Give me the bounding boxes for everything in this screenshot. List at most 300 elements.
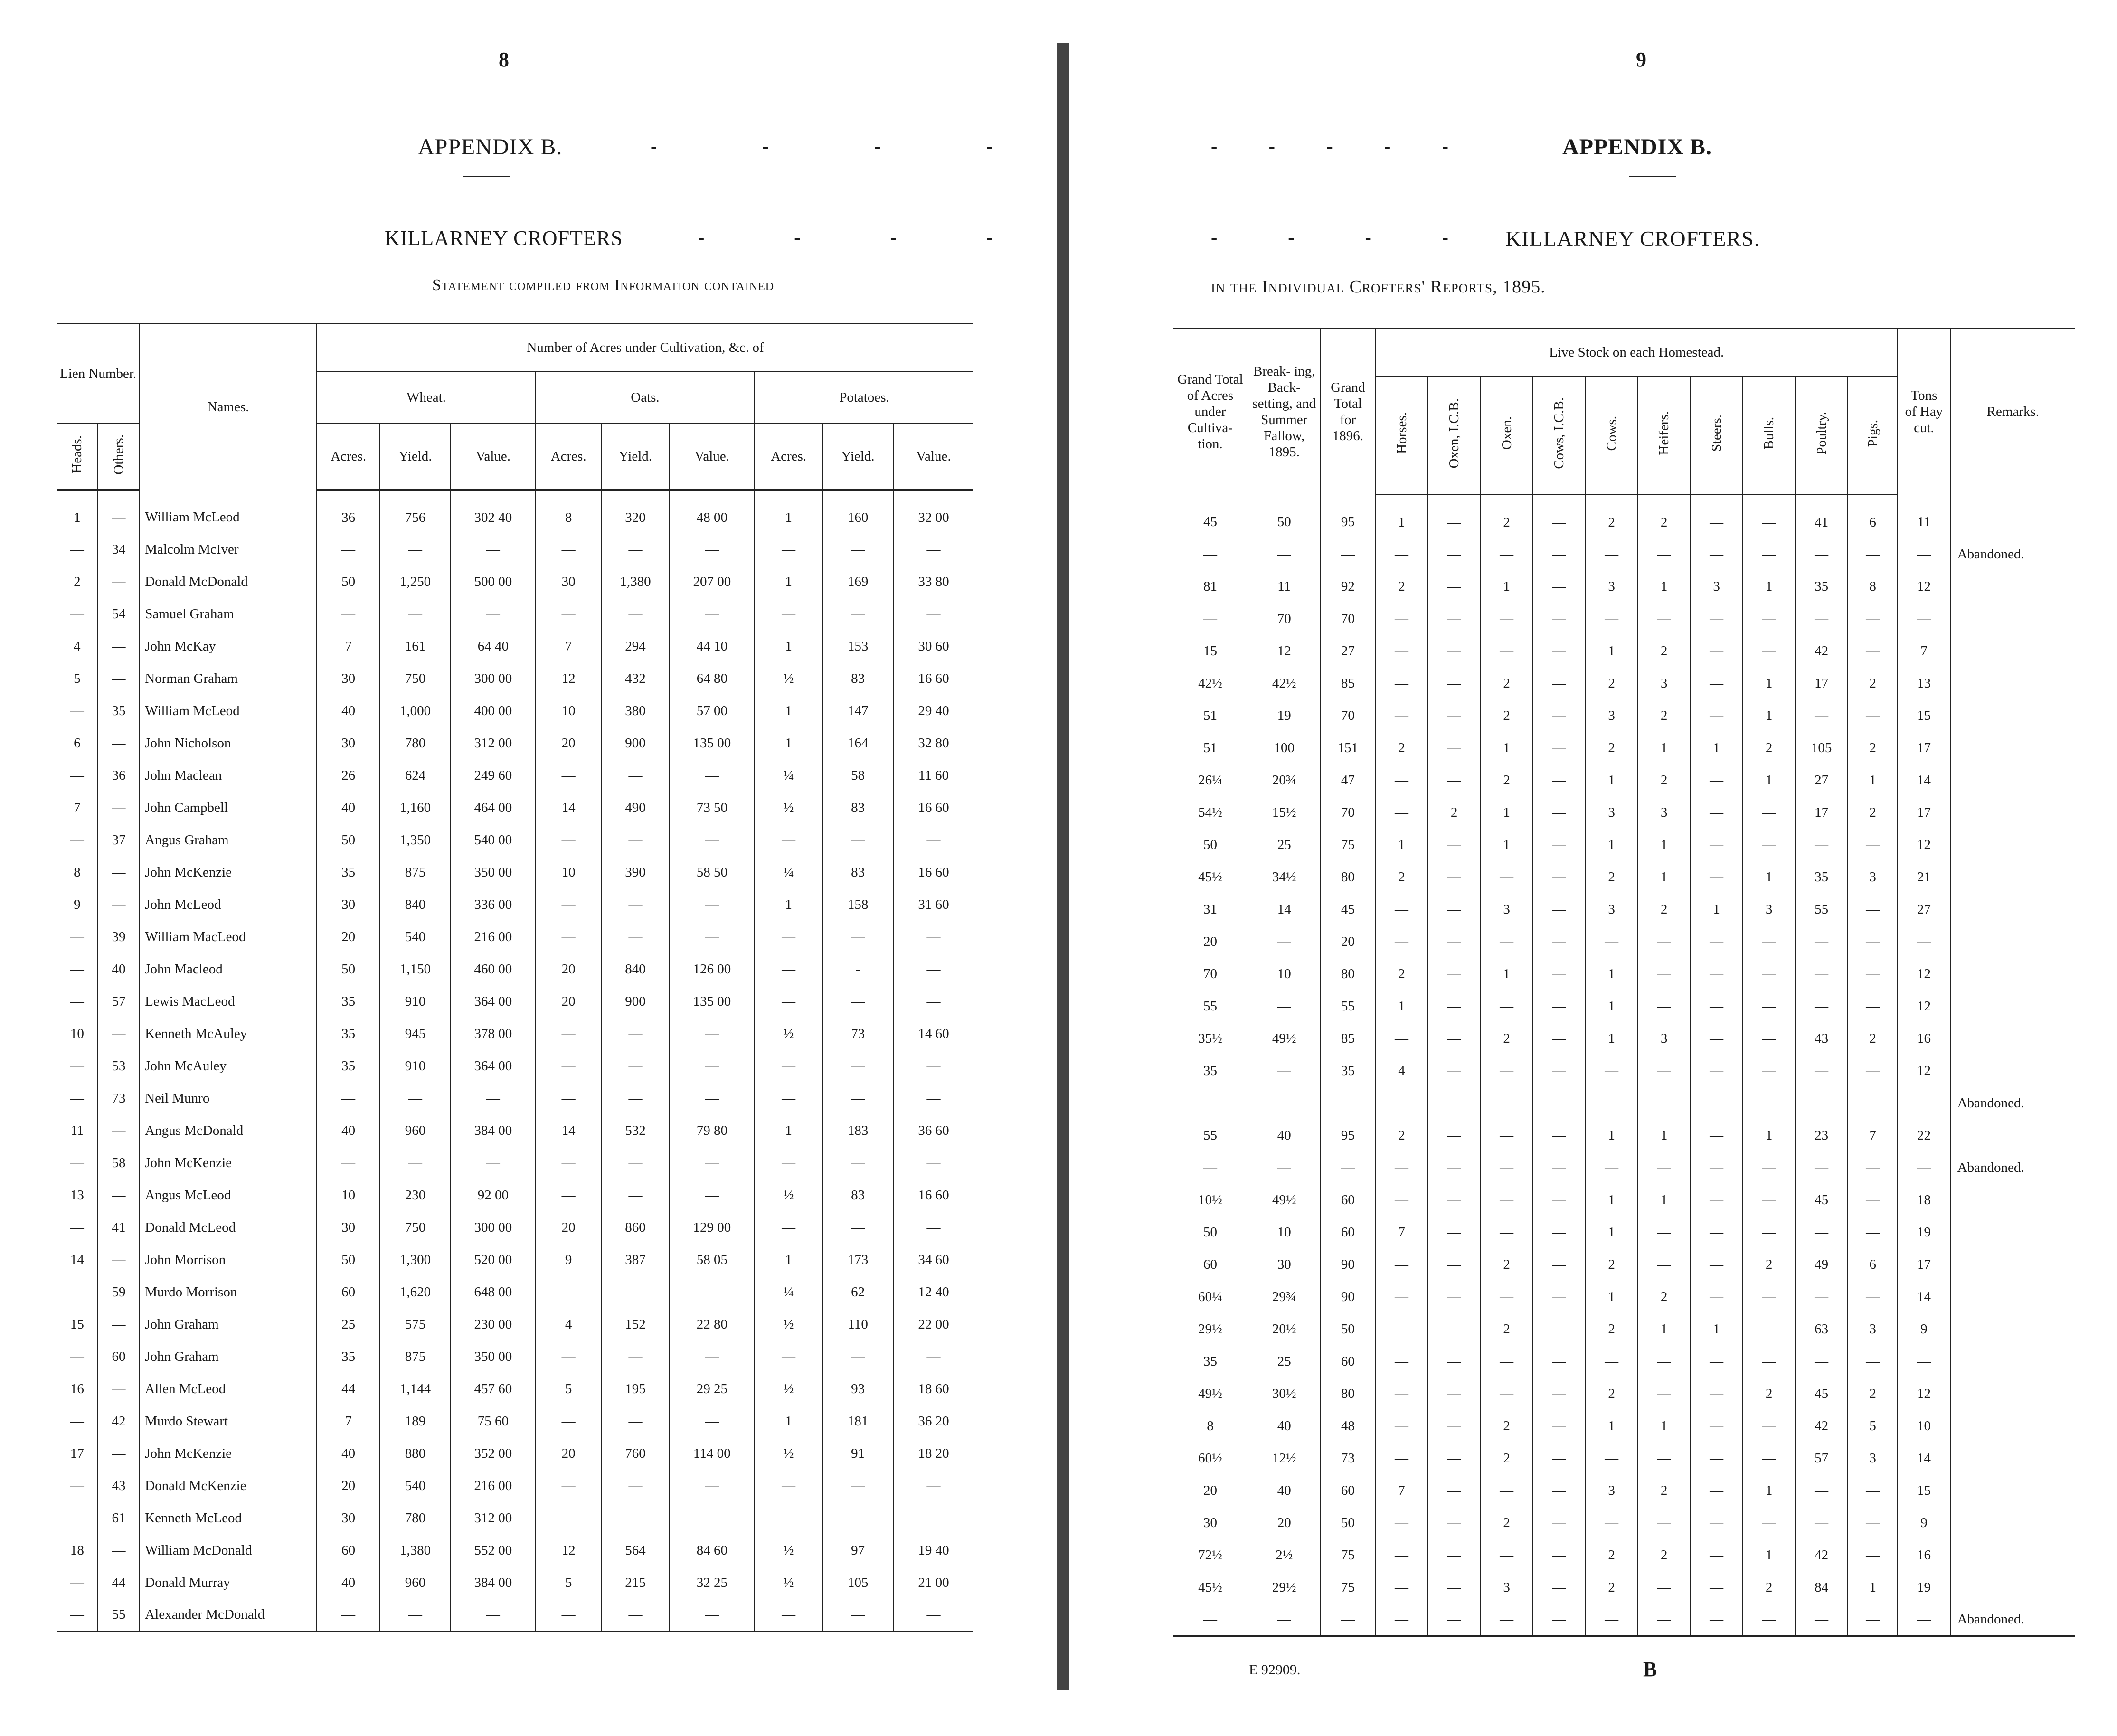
potatoes-value-cell: 18 20 — [893, 1438, 973, 1470]
wheat-acres-cell: 36 — [317, 490, 380, 534]
potatoes-yield-cell: 83 — [822, 792, 893, 824]
oats-yield-cell: 900 — [601, 727, 669, 760]
hay-cell: 16 — [1898, 1539, 1950, 1572]
horses-cell: 1 — [1375, 991, 1428, 1023]
potatoes-acres-cell: ¼ — [755, 1276, 822, 1309]
grand-total-1896-cell: 47 — [1321, 764, 1376, 797]
cows-icb-cell: — — [1533, 700, 1586, 732]
horses-cell: 2 — [1375, 571, 1428, 603]
oxen-icb-cell: — — [1428, 764, 1481, 797]
horses-cell: — — [1375, 926, 1428, 958]
grand-total-1896-cell: 75 — [1321, 1539, 1376, 1572]
wheat-value-cell: 540 00 — [451, 824, 536, 857]
oats-acres-cell: — — [536, 1599, 601, 1632]
steers-cell: — — [1690, 1249, 1743, 1281]
grand-total-1896-cell: 70 — [1321, 797, 1376, 829]
remarks-cell — [1950, 1120, 2075, 1152]
bulls-cell: 1 — [1743, 571, 1796, 603]
heads-cell: — — [70, 1414, 84, 1429]
table-row — [1173, 764, 2075, 797]
table-row — [1173, 958, 2075, 991]
wheat-acres-cell: 44 — [317, 1373, 380, 1406]
title-dots: - - - - — [1211, 226, 1448, 248]
potatoes-acres-cell: 1 — [755, 727, 822, 760]
breaking-cell: — — [1248, 1055, 1321, 1087]
table-row — [57, 1083, 973, 1115]
grand-total-acres-cell: 60½ — [1198, 1451, 1222, 1466]
heads-cell: 18 — [70, 1543, 84, 1558]
right-table-body — [1173, 495, 2075, 1636]
steers-cell: — — [1690, 1281, 1743, 1313]
oats-yield-cell: 215 — [601, 1567, 669, 1599]
steers-cell: — — [1690, 1023, 1743, 1055]
name-cell: William McDonald — [140, 1535, 317, 1567]
oats-acres-cell: 20 — [536, 1212, 601, 1244]
heading-rule — [1629, 176, 1676, 177]
steers-cell: — — [1690, 1539, 1743, 1572]
others-cell: 58 — [98, 1147, 140, 1179]
cows-icb-cell: — — [1533, 958, 1586, 991]
hay-cell: 19 — [1898, 1217, 1950, 1249]
oats-value-cell: — — [670, 1470, 755, 1502]
grand-total-acres-cell: 72½ — [1198, 1547, 1222, 1563]
oats-value-cell: 79 80 — [670, 1115, 755, 1147]
remarks-cell — [1950, 700, 2075, 732]
poultry-header: Poultry. — [1795, 376, 1848, 495]
grand-total-1896-cell: 50 — [1321, 1313, 1376, 1346]
potatoes-acres-cell: — — [755, 1147, 822, 1179]
others-cell: — — [98, 1244, 140, 1276]
wheat-yield-cell: — — [380, 534, 451, 566]
wheat-acres-cell: 40 — [317, 1438, 380, 1470]
grand-total-1896-cell: — — [1321, 538, 1376, 571]
wheat-acres-cell: 30 — [317, 889, 380, 921]
grand-total-acres-cell: 50 — [1203, 1225, 1217, 1240]
oats-yield-cell: — — [601, 921, 669, 953]
oxen-icb-cell: — — [1428, 1217, 1481, 1249]
hay-cell: 14 — [1898, 764, 1950, 797]
wheat-value-cell: 75 60 — [451, 1406, 536, 1438]
wheat-yield-cell: 945 — [380, 1018, 451, 1050]
hay-cell: 10 — [1898, 1410, 1950, 1443]
horses-cell: — — [1375, 700, 1428, 732]
oxen-cell: — — [1480, 1539, 1533, 1572]
wheat-value-cell: 648 00 — [451, 1276, 536, 1309]
table-row — [1173, 668, 2075, 700]
heifers-cell: 2 — [1638, 1539, 1691, 1572]
heifers-cell: 2 — [1638, 495, 1691, 538]
horses-cell: — — [1375, 894, 1428, 926]
heifers-cell: 2 — [1638, 700, 1691, 732]
wheat-acres-cell: 40 — [317, 1115, 380, 1147]
oats-yield-cell: 432 — [601, 663, 669, 695]
potatoes-acres-cell: ½ — [755, 1438, 822, 1470]
oats-value-cell: 29 25 — [670, 1373, 755, 1406]
wheat-acres-cell: — — [317, 1083, 380, 1115]
grand-total-acres-cell: 35 — [1203, 1354, 1217, 1369]
heads-cell: — — [57, 1599, 98, 1632]
heads-cell: — — [70, 1091, 84, 1106]
bulls-cell: — — [1743, 958, 1796, 991]
cows-icb-header: Cows, I.C.B. — [1533, 376, 1586, 495]
grand-total-acres-cell: — — [1203, 547, 1217, 562]
cows-icb-cell: — — [1533, 1604, 1586, 1636]
oxen-icb-cell: — — [1428, 1378, 1481, 1410]
oxen-icb-cell: — — [1428, 1055, 1481, 1087]
name-cell: John McLeod — [140, 889, 317, 921]
breaking-cell: 29¾ — [1248, 1281, 1321, 1313]
wheat-acres-cell: 60 — [317, 1535, 380, 1567]
cows-icb-cell: — — [1533, 571, 1586, 603]
hay-cell: — — [1898, 1604, 1950, 1636]
potatoes-yield-cell: 73 — [822, 1018, 893, 1050]
appendix-heading: APPENDIX B. — [1562, 134, 1712, 160]
poultry-cell: 105 — [1795, 732, 1848, 764]
breaking-cell: 25 — [1248, 829, 1321, 861]
cows-icb-cell: — — [1533, 764, 1586, 797]
cows-icb-cell: — — [1533, 861, 1586, 894]
breaking-cell: 14 — [1248, 894, 1321, 926]
potatoes-value-cell: — — [893, 1502, 973, 1535]
others-cell: — — [98, 1535, 140, 1567]
cows-cell: 1 — [1585, 1023, 1638, 1055]
remarks-cell — [1950, 829, 2075, 861]
table-row — [57, 1406, 973, 1438]
bulls-cell: — — [1743, 1023, 1796, 1055]
heifers-cell: — — [1638, 1443, 1691, 1475]
grand-total-acres-cell: 55 — [1203, 1128, 1217, 1143]
grand-total-acres-cell: 20 — [1203, 1483, 1217, 1498]
others-cell: — — [98, 566, 140, 598]
wheat-yield-cell: 875 — [380, 1341, 451, 1373]
oats-yield-cell: 532 — [601, 1115, 669, 1147]
wheat-acres-cell: 20 — [317, 921, 380, 953]
cows-cell: 1 — [1585, 1410, 1638, 1443]
heifers-cell: 2 — [1638, 635, 1691, 668]
potatoes-yield-cell: — — [822, 1212, 893, 1244]
oxen-icb-cell: — — [1428, 894, 1481, 926]
hay-cell: 17 — [1898, 1249, 1950, 1281]
others-cell: 55 — [98, 1599, 140, 1632]
potatoes-acres-cell: 1 — [755, 566, 822, 598]
oats-value-cell: — — [670, 1341, 755, 1373]
oxen-icb-cell: — — [1428, 668, 1481, 700]
remarks-cell — [1950, 1184, 2075, 1217]
table-row — [1173, 1572, 2075, 1604]
table-row — [1173, 1055, 2075, 1087]
hay-cell: 18 — [1898, 1184, 1950, 1217]
potatoes-acres-cell: 1 — [755, 1244, 822, 1276]
poultry-cell: — — [1795, 700, 1848, 732]
potatoes-acres-cell: ½ — [755, 1309, 822, 1341]
wheat-value-cell: — — [451, 598, 536, 631]
pigs-cell: — — [1848, 894, 1898, 926]
remarks-cell — [1950, 1249, 2075, 1281]
remarks-cell — [1950, 495, 2075, 538]
cows-cell: 1 — [1585, 1120, 1638, 1152]
oats-acres-cell: 14 — [536, 792, 601, 824]
table-row — [57, 695, 973, 727]
horses-cell: — — [1375, 1346, 1428, 1378]
pigs-cell: — — [1848, 1539, 1898, 1572]
hay-cell: 19 — [1898, 1572, 1950, 1604]
others-header: Others. — [98, 424, 140, 490]
table-row — [57, 1502, 973, 1535]
oats-yield-cell: — — [601, 824, 669, 857]
heifers-cell: 1 — [1638, 1410, 1691, 1443]
oxen-icb-cell: — — [1428, 1087, 1481, 1120]
heads-cell: — — [70, 703, 84, 718]
oxen-cell: 2 — [1480, 1023, 1533, 1055]
steers-cell: — — [1690, 829, 1743, 861]
oats-value-cell: 207 00 — [670, 566, 755, 598]
horses-cell: — — [1375, 1313, 1428, 1346]
hay-cell: 12 — [1898, 829, 1950, 861]
table-row — [1173, 1475, 2075, 1507]
hay-cell: 12 — [1898, 991, 1950, 1023]
cows-cell: 1 — [1585, 829, 1638, 861]
name-cell: Murdo Morrison — [140, 1276, 317, 1309]
heifers-cell: — — [1638, 926, 1691, 958]
grand-total-1896-cell: 48 — [1321, 1410, 1376, 1443]
cows-icb-cell: — — [1533, 1378, 1586, 1410]
pigs-cell: 6 — [1848, 495, 1898, 538]
cows-cell: 2 — [1585, 668, 1638, 700]
heifers-cell: — — [1638, 991, 1691, 1023]
horses-cell: — — [1375, 1604, 1428, 1636]
name-cell: John Morrison — [140, 1244, 317, 1276]
oxen-cell: 1 — [1480, 732, 1533, 764]
poultry-cell: 63 — [1795, 1313, 1848, 1346]
breaking-cell: — — [1248, 926, 1321, 958]
others-cell: 59 — [98, 1276, 140, 1309]
table-row — [57, 857, 973, 889]
table-row — [57, 921, 973, 953]
oats-value-cell: 58 05 — [670, 1244, 755, 1276]
table-row — [57, 598, 973, 631]
oats-yield-cell: — — [601, 1276, 669, 1309]
steers-cell: 1 — [1690, 732, 1743, 764]
oats-value-cell: — — [670, 1599, 755, 1632]
wheat-yield-cell: 1,250 — [380, 566, 451, 598]
cows-icb-cell: — — [1533, 495, 1586, 538]
potatoes-acres-cell: ½ — [755, 1567, 822, 1599]
pigs-cell: 2 — [1848, 797, 1898, 829]
potatoes-value-cell: — — [893, 1083, 973, 1115]
heading-dots: - - - - - — [1211, 135, 1448, 157]
poultry-cell: — — [1795, 991, 1848, 1023]
heads-cell: — — [70, 1575, 84, 1590]
others-cell: — — [98, 1018, 140, 1050]
grand-total-1896-cell: 20 — [1321, 926, 1376, 958]
heifers-cell: — — [1638, 1572, 1691, 1604]
wheat-yield-cell: 880 — [380, 1438, 451, 1470]
oats-acres-cell: — — [536, 1470, 601, 1502]
bulls-header: Bulls. — [1743, 376, 1796, 495]
potatoes-value-cell: 31 60 — [893, 889, 973, 921]
wheat-yield-cell: 960 — [380, 1567, 451, 1599]
heifers-cell: 1 — [1638, 571, 1691, 603]
wheat-yield-cell: 540 — [380, 1470, 451, 1502]
oats-acres-cell: 20 — [536, 1438, 601, 1470]
bulls-cell: — — [1743, 1410, 1796, 1443]
oxen-cell: 2 — [1480, 495, 1533, 538]
oats-value-cell: 135 00 — [670, 727, 755, 760]
breaking-cell: 50 — [1248, 495, 1321, 538]
poultry-cell: — — [1795, 1152, 1848, 1184]
table-row — [1173, 926, 2075, 958]
name-cell: Norman Graham — [140, 663, 317, 695]
wheat-acres-cell: 40 — [317, 1567, 380, 1599]
oxen-icb-cell: — — [1428, 1120, 1481, 1152]
potatoes-value-cell: 30 60 — [893, 631, 973, 663]
potatoes-acres-cell: — — [755, 986, 822, 1018]
poultry-cell: — — [1795, 958, 1848, 991]
poultry-cell: 17 — [1795, 668, 1848, 700]
wheat-acres-cell: 60 — [317, 1276, 380, 1309]
wheat-value-cell: — — [451, 1083, 536, 1115]
steers-cell: — — [1690, 1410, 1743, 1443]
hay-cell: 22 — [1898, 1120, 1950, 1152]
oats-yield-cell: 860 — [601, 1212, 669, 1244]
cows-icb-cell: — — [1533, 1346, 1586, 1378]
breaking-cell: 12½ — [1248, 1443, 1321, 1475]
names-header: Names. — [140, 324, 317, 490]
pigs-header: Pigs. — [1848, 376, 1898, 495]
potatoes-acres-cell: ½ — [755, 1535, 822, 1567]
horses-cell: — — [1375, 1507, 1428, 1539]
potatoes-acres-cell: — — [755, 824, 822, 857]
heading-rule — [463, 176, 510, 177]
steers-cell: — — [1690, 1120, 1743, 1152]
potatoes-yield-cell: — — [822, 534, 893, 566]
others-cell: — — [98, 1309, 140, 1341]
heifers-cell: — — [1638, 1152, 1691, 1184]
potatoes-value-cell: — — [893, 824, 973, 857]
potatoes-yield-cell: 158 — [822, 889, 893, 921]
wheat-acres-cell: 25 — [317, 1309, 380, 1341]
breaking-cell: 34½ — [1248, 861, 1321, 894]
footer-signature: B — [1643, 1658, 1657, 1681]
cows-cell: 1 — [1585, 635, 1638, 668]
steers-header: Steers. — [1690, 376, 1743, 495]
oxen-cell: — — [1480, 603, 1533, 635]
potatoes-acres-cell: 1 — [755, 490, 822, 534]
heads-cell: 5 — [74, 671, 81, 686]
wheat-acres-cell: — — [317, 534, 380, 566]
oats-yield-cell: 195 — [601, 1373, 669, 1406]
cows-cell: 2 — [1585, 495, 1638, 538]
oats-yield-cell: 564 — [601, 1535, 669, 1567]
potatoes-acres-cell: — — [755, 1470, 822, 1502]
table-row — [57, 889, 973, 921]
name-cell: Allen McLeod — [140, 1373, 317, 1406]
pigs-cell: — — [1848, 829, 1898, 861]
wheat-value-cell: 460 00 — [451, 953, 536, 986]
potatoes-yield-cell: — — [822, 824, 893, 857]
oats-acres-header: Acres. — [536, 424, 601, 490]
potatoes-value-cell: 11 60 — [893, 760, 973, 792]
wheat-acres-cell: 7 — [317, 631, 380, 663]
cows-icb-cell: — — [1533, 1443, 1586, 1475]
horses-cell: — — [1375, 1378, 1428, 1410]
grand-total-acres-cell: 30 — [1203, 1515, 1217, 1530]
oats-value-cell: — — [670, 921, 755, 953]
poultry-cell: 17 — [1795, 797, 1848, 829]
wheat-value-cell: 92 00 — [451, 1179, 536, 1212]
wheat-value-cell: 350 00 — [451, 1341, 536, 1373]
poultry-cell: — — [1795, 926, 1848, 958]
bulls-cell: — — [1743, 1055, 1796, 1087]
remarks-cell — [1950, 764, 2075, 797]
table-row — [57, 1567, 973, 1599]
potatoes-value-cell: — — [893, 1050, 973, 1083]
wheat-yield-cell: 1,350 — [380, 824, 451, 857]
breaking-cell: 10 — [1248, 1217, 1321, 1249]
table-row — [57, 953, 973, 986]
grand-total-1896-cell: 95 — [1321, 1120, 1376, 1152]
table-row — [57, 1050, 973, 1083]
oats-yield-cell: — — [601, 1599, 669, 1632]
others-cell: 36 — [98, 760, 140, 792]
grand-total-1896-cell: 95 — [1321, 495, 1376, 538]
table-row — [1173, 495, 2075, 538]
heifers-cell: 3 — [1638, 668, 1691, 700]
cows-icb-cell: — — [1533, 991, 1586, 1023]
remarks-cell: Abandoned. — [1950, 538, 2075, 571]
cows-cell: — — [1585, 1443, 1638, 1475]
cows-cell: — — [1585, 1152, 1638, 1184]
name-cell: Kenneth McLeod — [140, 1502, 317, 1535]
pigs-cell: — — [1848, 1281, 1898, 1313]
potatoes-yield-cell: — — [822, 986, 893, 1018]
bulls-cell: 1 — [1743, 1475, 1796, 1507]
potatoes-value-cell: 14 60 — [893, 1018, 973, 1050]
potatoes-acres-cell: 1 — [755, 1115, 822, 1147]
wheat-value-cell: 384 00 — [451, 1115, 536, 1147]
bulls-cell: — — [1743, 1346, 1796, 1378]
horses-cell: 4 — [1375, 1055, 1428, 1087]
oats-acres-cell: 5 — [536, 1567, 601, 1599]
cows-cell: 3 — [1585, 700, 1638, 732]
wheat-value-cell: 300 00 — [451, 1212, 536, 1244]
table-row — [1173, 991, 2075, 1023]
hay-cell: — — [1898, 1346, 1950, 1378]
potatoes-yield-cell: — — [822, 598, 893, 631]
table-row — [57, 490, 973, 534]
oats-acres-cell: 12 — [536, 663, 601, 695]
others-cell: 42 — [98, 1406, 140, 1438]
others-cell: 39 — [98, 921, 140, 953]
table-title: KILLARNEY CROFTERS. — [1505, 226, 1760, 251]
cows-cell: — — [1585, 603, 1638, 635]
breaking-cell: 30½ — [1248, 1378, 1321, 1410]
wheat-acres-cell: — — [317, 1147, 380, 1179]
wheat-yield-cell: 875 — [380, 857, 451, 889]
pigs-cell: — — [1848, 1346, 1898, 1378]
grand-total-1896-cell: 35 — [1321, 1055, 1376, 1087]
hay-cell: 15 — [1898, 1475, 1950, 1507]
oats-yield-header: Yield. — [601, 424, 669, 490]
oats-acres-cell: — — [536, 1018, 601, 1050]
horses-cell: — — [1375, 764, 1428, 797]
breaking-cell: 20¾ — [1248, 764, 1321, 797]
heads-cell: 2 — [74, 574, 81, 589]
cows-cell: — — [1585, 1604, 1638, 1636]
wheat-yield-cell: 756 — [380, 490, 451, 534]
oats-acres-cell: — — [536, 760, 601, 792]
grand-total-acres-cell: 35 — [1203, 1063, 1217, 1078]
